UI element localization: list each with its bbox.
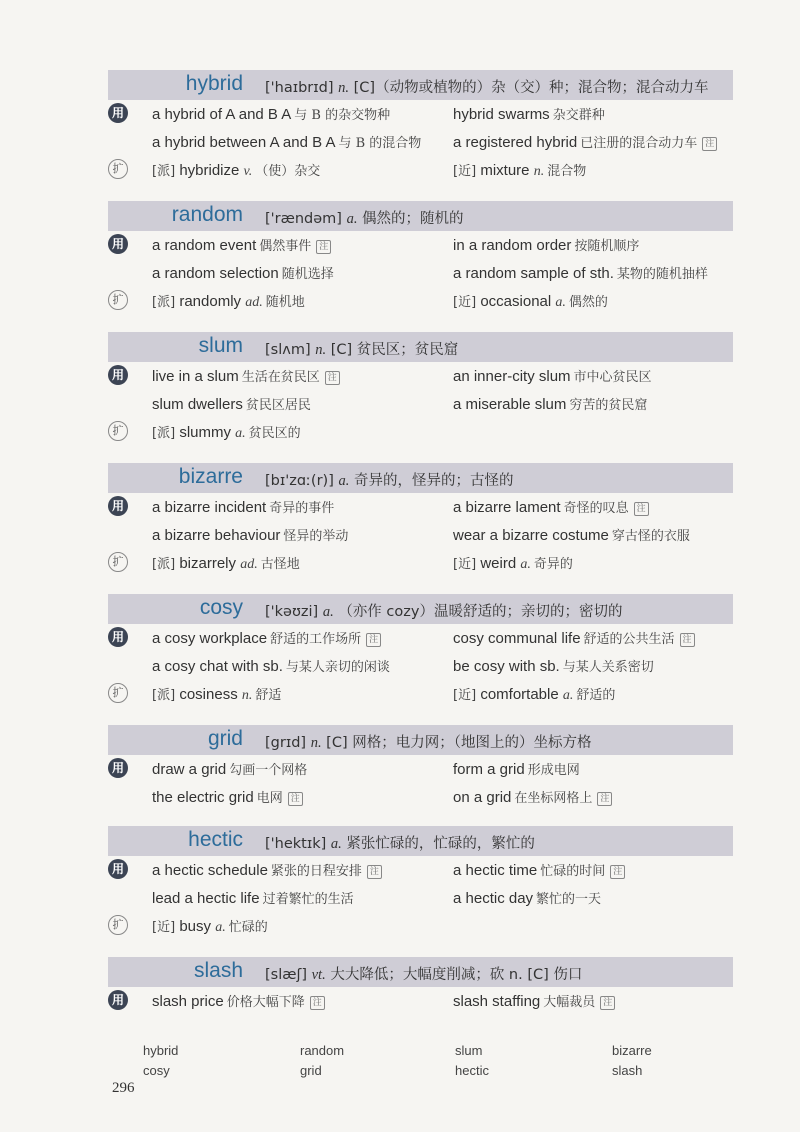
phrase-chinese: 过着繁忙的生活 [262,892,354,907]
entry-slum [108,332,733,446]
phrase-chinese: 舒适的公共生活 [583,632,675,647]
part-of-speech: a. [338,473,350,489]
example-icon: 注 [316,240,331,254]
phrase-english: a bizarre incident [152,499,267,516]
definition-text: 奇异的，怪异的；古怪的 [353,473,514,489]
phrase-english: slash price [152,993,224,1010]
usage-row [108,624,733,652]
usage-marker-icon: 用 [108,990,128,1010]
related-pos: a. [215,920,226,935]
related-english: cosiness [179,686,238,703]
extension-marker-icon: 扩 [108,159,128,179]
part-of-speech: n. [310,735,322,751]
usage-phrase [453,366,652,385]
phrase-english: a hectic time [453,862,538,879]
phrase-english: a hectic schedule [152,862,268,879]
usage-phrase [152,104,390,123]
related-word [453,684,615,704]
usage-phrase [152,991,325,1010]
headword-band [108,826,733,856]
usage-row [108,493,733,521]
related-english: mixture [480,162,530,179]
phonetic: [bɪ'zɑː(r)] [265,473,334,489]
example-icon: 注 [367,865,382,879]
usage-phrase [152,860,382,879]
usage-row [108,755,733,783]
phrase-english: live in a slum [152,368,239,385]
related-pos: n. [533,164,545,179]
related-pos: a. [235,426,246,441]
phonetic: [slʌm] [265,342,311,358]
phonetic: ['kəʊzi] [265,604,319,620]
phonetic: [slæʃ] [265,967,308,983]
footer-word: slum [455,1043,483,1058]
usage-phrase [152,656,390,675]
usage-phrase [152,235,331,254]
phrase-chinese: 市中心贫民区 [573,370,652,385]
footer-word: grid [300,1063,322,1078]
phrase-english: on a grid [453,789,512,806]
usage-phrase [152,759,307,778]
definition [265,76,709,97]
related-pos: v. [243,164,253,179]
headword: bizarre [178,465,243,488]
footer-word: cosy [143,1063,170,1078]
headword: grid [207,727,243,750]
phrase-english: in a random order [453,237,572,254]
phrase-chinese: 某物的随机抽样 [616,267,708,282]
definition [265,600,622,621]
footer-word: bizarre [612,1043,652,1058]
usage-phrase [453,104,605,123]
definition [265,207,464,228]
related-pos: ad. [245,295,263,310]
extension-marker-icon: 扩 [108,915,128,935]
relation-tag: [派] [152,295,176,310]
part-of-speech: a. [346,211,358,227]
phrase-chinese: 怪异的举动 [283,529,349,544]
footer-word: hectic [455,1063,489,1078]
related-english: slummy [179,424,231,441]
usage-marker-icon: 用 [108,627,128,647]
phrase-english: a random sample of sth. [453,265,614,282]
related-english: bizarrely [179,555,237,572]
usage-row [108,362,733,390]
definition [265,731,591,752]
usage-phrase [152,132,421,151]
usage-marker-icon: 用 [108,496,128,516]
usage-row [108,856,733,884]
example-icon: 注 [366,633,381,647]
phrase-chinese: 奇异的事件 [269,501,335,516]
headword: random [171,203,243,226]
usage-phrase [152,394,311,413]
relation-tag: [近] [453,557,477,572]
entry-hectic [108,826,733,940]
usage-phrase [152,888,354,907]
phrase-english: be cosy with sb. [453,658,560,675]
extension-row [108,680,733,708]
phonetic: [grɪd] [265,735,307,751]
usage-phrase [453,759,580,778]
usage-row [108,390,733,418]
related-pos: a. [520,557,531,572]
example-icon: 注 [634,502,649,516]
extension-marker-icon: 扩 [108,552,128,572]
definition-text: [C] 贫民区；贫民窟 [330,342,459,358]
phrase-chinese: 穿古怪的衣服 [611,529,690,544]
phrase-english: hybrid swarms [453,106,550,123]
phrase-english: draw a grid [152,761,227,778]
extension-row [108,549,733,577]
phrase-english: a hybrid between A and B A [152,134,336,151]
usage-row [108,100,733,128]
relation-tag: [近] [453,164,477,179]
definition [265,963,582,984]
phrase-english: slum dwellers [152,396,243,413]
phrase-chinese: 与某人亲切的闲谈 [285,660,390,675]
footer-word: hybrid [143,1043,179,1058]
phrase-chinese: 已注册的混合动力车 [580,136,698,151]
phrase-chinese: 穷苦的贫民窟 [569,398,648,413]
phrase-chinese: 电网 [256,791,283,806]
related-chinese: 忙碌的 [228,920,268,935]
entry-bizarre [108,463,733,577]
phrase-chinese: 在坐标网格上 [514,791,593,806]
phrase-english: a bizarre behaviour [152,527,281,544]
usage-phrase [453,525,690,544]
phrase-english: a hectic day [453,890,534,907]
usage-phrase [152,787,303,806]
relation-tag: [派] [152,426,176,441]
headword: hectic [188,828,243,851]
example-icon: 注 [610,865,625,879]
headword-band [108,201,733,231]
definition [265,338,458,359]
relation-tag: [派] [152,557,176,572]
usage-phrase [453,656,654,675]
usage-phrase [453,235,639,254]
phrase-english: form a grid [453,761,525,778]
phonetic: ['haɪbrɪd] [265,80,334,96]
related-english: hybridize [179,162,240,179]
phrase-chinese: 杂交群种 [552,108,605,123]
definition-text: （亦作 cozy）温暖舒适的；亲切的；密切的 [338,604,623,620]
definition-text: [C] 网格；电力网；（地图上的）坐标方格 [326,735,592,751]
phrase-chinese: 紧张的日程安排 [270,864,362,879]
phrase-english: the electric grid [152,789,254,806]
usage-phrase [152,263,334,282]
usage-phrase [453,860,625,879]
extension-row [108,156,733,184]
headword-band [108,957,733,987]
headword-band [108,725,733,755]
page-number: 296 [112,1080,135,1096]
phrase-chinese: 按随机顺序 [574,239,640,254]
related-word [152,684,281,704]
headword: slum [198,334,243,357]
phrase-chinese: 生活在贫民区 [241,370,320,385]
usage-row [108,259,733,287]
phrase-chinese: 与 B 的杂交物种 [294,108,391,123]
headword: slash [193,959,243,982]
phrase-english: a registered hybrid [453,134,578,151]
usage-row [108,783,733,811]
relation-tag: [近] [453,688,477,703]
entry-cosy [108,594,733,708]
phrase-english: a hybrid of A and B A [152,106,292,123]
phrase-chinese: 价格大幅下降 [226,995,305,1010]
usage-phrase [152,366,340,385]
related-chinese: 贫民区的 [248,426,301,441]
related-chinese: 舒适 [255,688,282,703]
related-pos: a. [562,688,574,703]
entry-hybrid [108,70,733,184]
usage-row [108,884,733,912]
related-word [453,291,608,311]
related-word [152,553,300,573]
phrase-chinese: 随机选择 [281,267,334,282]
related-chinese: 随机地 [265,295,305,310]
usage-phrase [152,497,334,516]
phonetic: ['hektɪk] [265,836,327,852]
related-word [453,160,586,180]
phrase-english: an inner-city slum [453,368,571,385]
usage-marker-icon: 用 [108,234,128,254]
example-icon: 注 [702,137,717,151]
phrase-english: cosy communal life [453,630,581,647]
headword-band [108,594,733,624]
extension-row [108,287,733,315]
related-chinese: 古怪地 [260,557,300,572]
related-chinese: 偶然的 [568,295,608,310]
phrase-chinese: 舒适的工作场所 [270,632,362,647]
footer-word: random [300,1043,345,1058]
part-of-speech: vt. [311,967,326,983]
related-english: randomly [179,293,242,310]
related-chinese: （使）杂交 [255,164,321,179]
phrase-english: lead a hectic life [152,890,260,907]
example-icon: 注 [597,792,612,806]
phrase-english: slash staffing [453,993,541,1010]
extension-row [108,418,733,446]
related-english: occasional [480,293,552,310]
phrase-chinese: 贫民区居民 [245,398,311,413]
phrase-chinese: 奇怪的叹息 [563,501,629,516]
usage-phrase [453,263,708,282]
related-pos: n. [241,688,253,703]
example-icon: 注 [600,996,615,1010]
example-icon: 注 [325,371,340,385]
phrase-chinese: 忙碌的时间 [540,864,606,879]
usage-phrase [152,525,348,544]
example-icon: 注 [288,792,303,806]
usage-phrase [453,787,612,806]
relation-tag: [近] [152,920,176,935]
usage-marker-icon: 用 [108,859,128,879]
related-chinese: 混合物 [547,164,587,179]
related-pos: ad. [240,557,258,572]
phrase-chinese: 大幅裁员 [543,995,596,1010]
part-of-speech: a. [330,836,342,852]
extension-marker-icon: 扩 [108,290,128,310]
phrase-english: wear a bizarre costume [453,527,609,544]
usage-row [108,521,733,549]
definition [265,832,535,853]
usage-row [108,128,733,156]
related-pos: a. [555,295,566,310]
extension-row [108,912,733,940]
usage-phrase [453,628,695,647]
definition [265,469,513,490]
footer-word: slash [612,1063,643,1078]
related-word [453,553,573,573]
usage-marker-icon: 用 [108,365,128,385]
related-word [152,916,268,936]
usage-row [108,987,733,1015]
part-of-speech: a. [322,604,334,620]
phrase-chinese: 勾画一个网格 [229,763,308,778]
phrase-chinese: 偶然事件 [259,239,312,254]
usage-row [108,652,733,680]
related-word [152,291,305,311]
usage-phrase [453,497,649,516]
usage-phrase [152,628,381,647]
example-icon: 注 [680,633,695,647]
phrase-english: a random event [152,237,257,254]
phonetic: ['rændəm] [265,211,342,227]
definition-text: 偶然的；随机的 [362,211,464,227]
usage-row [108,231,733,259]
phrase-english: a random selection [152,265,279,282]
entry-slash [108,957,733,1015]
relation-tag: [派] [152,688,176,703]
phrase-english: a cosy chat with sb. [152,658,283,675]
definition-text: [C]（动物或植物的）杂（交）种；混合物；混合动力车 [353,80,709,96]
related-chinese: 奇异的 [533,557,573,572]
entry-grid [108,725,733,811]
extension-marker-icon: 扩 [108,683,128,703]
definition-text: 紧张忙碌的，忙碌的，繁忙的 [346,836,535,852]
usage-marker-icon: 用 [108,758,128,778]
phrase-chinese: 繁忙的一天 [536,892,602,907]
usage-phrase [453,394,647,413]
phrase-english: a miserable slum [453,396,567,413]
usage-phrase [453,888,601,907]
related-english: busy [179,918,212,935]
related-english: comfortable [480,686,559,703]
phrase-chinese: 与 B 的混合物 [338,136,422,151]
usage-marker-icon: 用 [108,103,128,123]
headword-band [108,332,733,362]
part-of-speech: n. [338,80,350,96]
headword-band [108,463,733,493]
phrase-chinese: 形成电网 [527,763,580,778]
related-english: weird [480,555,517,572]
example-icon: 注 [310,996,325,1010]
usage-phrase [453,132,717,151]
entry-random [108,201,733,315]
phrase-english: a bizarre lament [453,499,561,516]
related-word [152,422,301,442]
part-of-speech: n. [315,342,327,358]
related-chinese: 舒适的 [576,688,616,703]
related-word [152,160,320,180]
relation-tag: [派] [152,164,176,179]
phrase-english: a cosy workplace [152,630,268,647]
usage-phrase [453,991,615,1010]
extension-marker-icon: 扩 [108,421,128,441]
headword-band [108,70,733,100]
headword: hybrid [185,72,243,95]
headword: cosy [199,596,243,619]
relation-tag: [近] [453,295,477,310]
phrase-chinese: 与某人关系密切 [562,660,654,675]
definition-text: 大大降低；大幅度削减；砍 n. [C] 伤口 [330,967,583,983]
